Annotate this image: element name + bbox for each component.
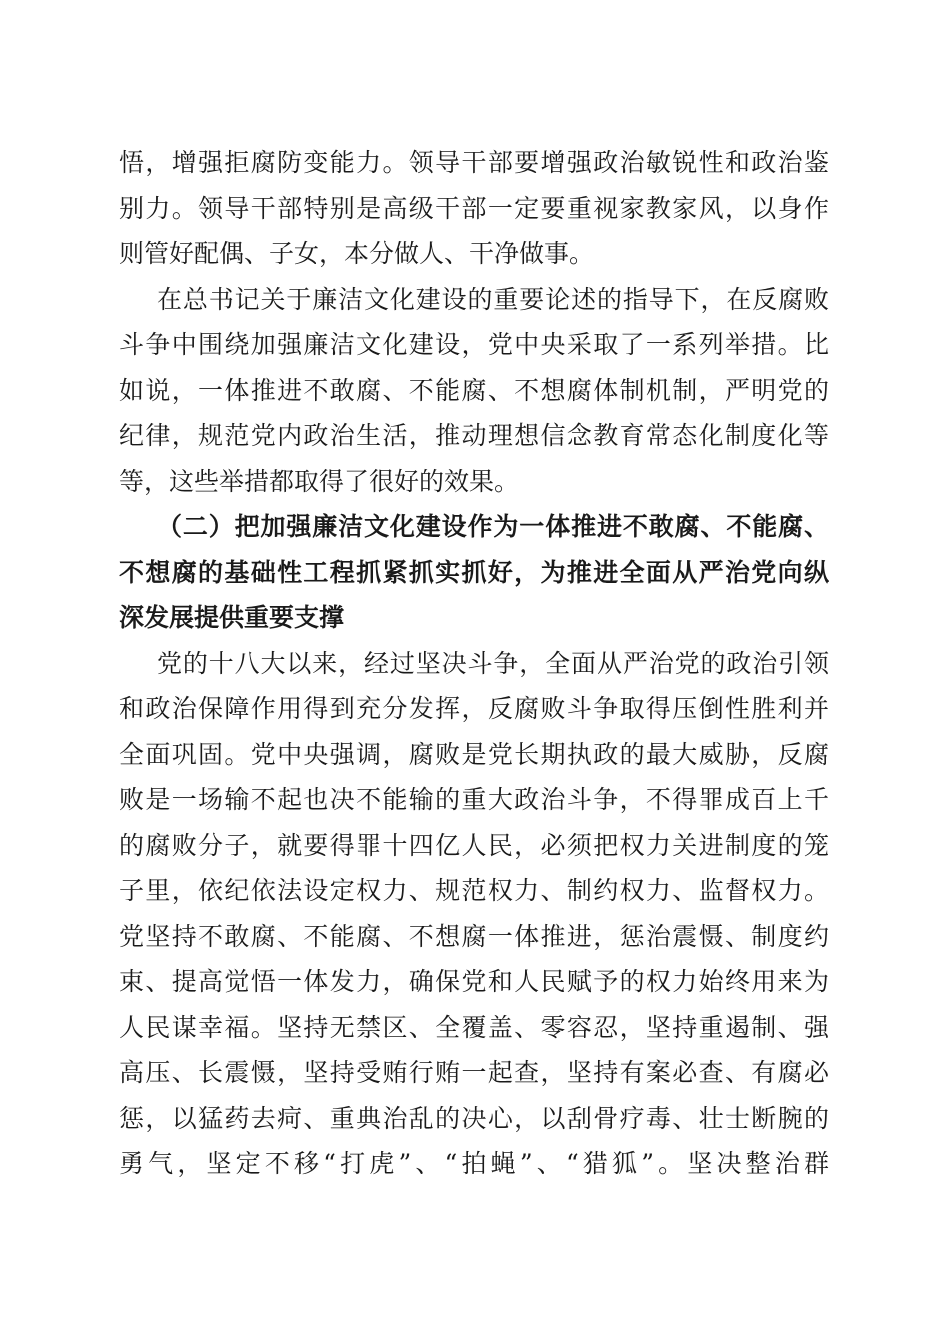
text-line: 惩，以猛药去疴、重典治乱的决心，以刮骨疗毒、壮士断腕的 [119, 1103, 829, 1133]
text-line: 束、提高觉悟一体发力，确保党和人民赋予的权力始终用来为 [119, 967, 829, 996]
section-heading-line: 不想腐的基础性工程抓紧抓实抓好，为推进全面从严治党向纵 [119, 557, 829, 587]
text-line: 全面巩固。党中央强调，腐败是党长期执政的最大威胁，反腐 [119, 739, 829, 769]
text-line: 如说，一体推进不敢腐、不能腐、不想腐体制机制，严明党的 [119, 375, 829, 405]
text-line: 纪律，规范党内政治生活，推动理想信念教育常态化制度化等 [119, 421, 829, 450]
text-line: 人民谋幸福。坚持无禁区、全覆盖、零容忍，坚持重遏制、强 [119, 1012, 829, 1042]
text-line: 斗争中围绕加强廉洁文化建设，党中央采取了一系列举措。比 [119, 330, 829, 359]
text-line: 高压、长震慑，坚持受贿行贿一起查，坚持有案必查、有腐必 [119, 1058, 829, 1087]
text-line: 和政治保障作用得到充分发挥，反腐败斗争取得压倒性胜利并 [119, 694, 829, 723]
text-line: 勇气，坚定不移“打虎”、“拍蝇”、“猎狐”。坚决整治群 [119, 1149, 829, 1178]
text-line: 等，这些举措都取得了很好的效果。 [119, 466, 520, 496]
section-heading-line: 深发展提供重要支撑 [119, 603, 345, 632]
text-line: 则管好配偶、子女，本分做人、干净做事。 [119, 239, 595, 268]
text-line: 党的十八大以来，经过坚决斗争，全面从严治党的政治引领 [157, 648, 829, 678]
text-line: 党坚持不敢腐、不能腐、不想腐一体推进，惩治震慑、制度约 [119, 921, 829, 951]
text-line: 子里，依纪依法设定权力、规范权力、制约权力、监督权力。 [119, 876, 829, 905]
text-line: 别力。领导干部特别是高级干部一定要重视家教家风，以身作 [119, 193, 829, 223]
text-line: 在总书记关于廉洁文化建设的重要论述的指导下，在反腐败 [157, 284, 829, 314]
section-heading-line: （二）把加强廉洁文化建设作为一体推进不敢腐、不能腐、 [157, 512, 829, 541]
document-body [119, 140, 829, 1187]
text-line: 败是一场输不起也决不能输的重大政治斗争，不得罪成百上千 [119, 785, 829, 814]
text-line: 悟，增强拒腐防变能力。领导干部要增强政治敏锐性和政治鉴 [119, 148, 829, 177]
text-line: 的腐败分子，就要得罪十四亿人民，必须把权力关进制度的笼 [119, 830, 829, 860]
